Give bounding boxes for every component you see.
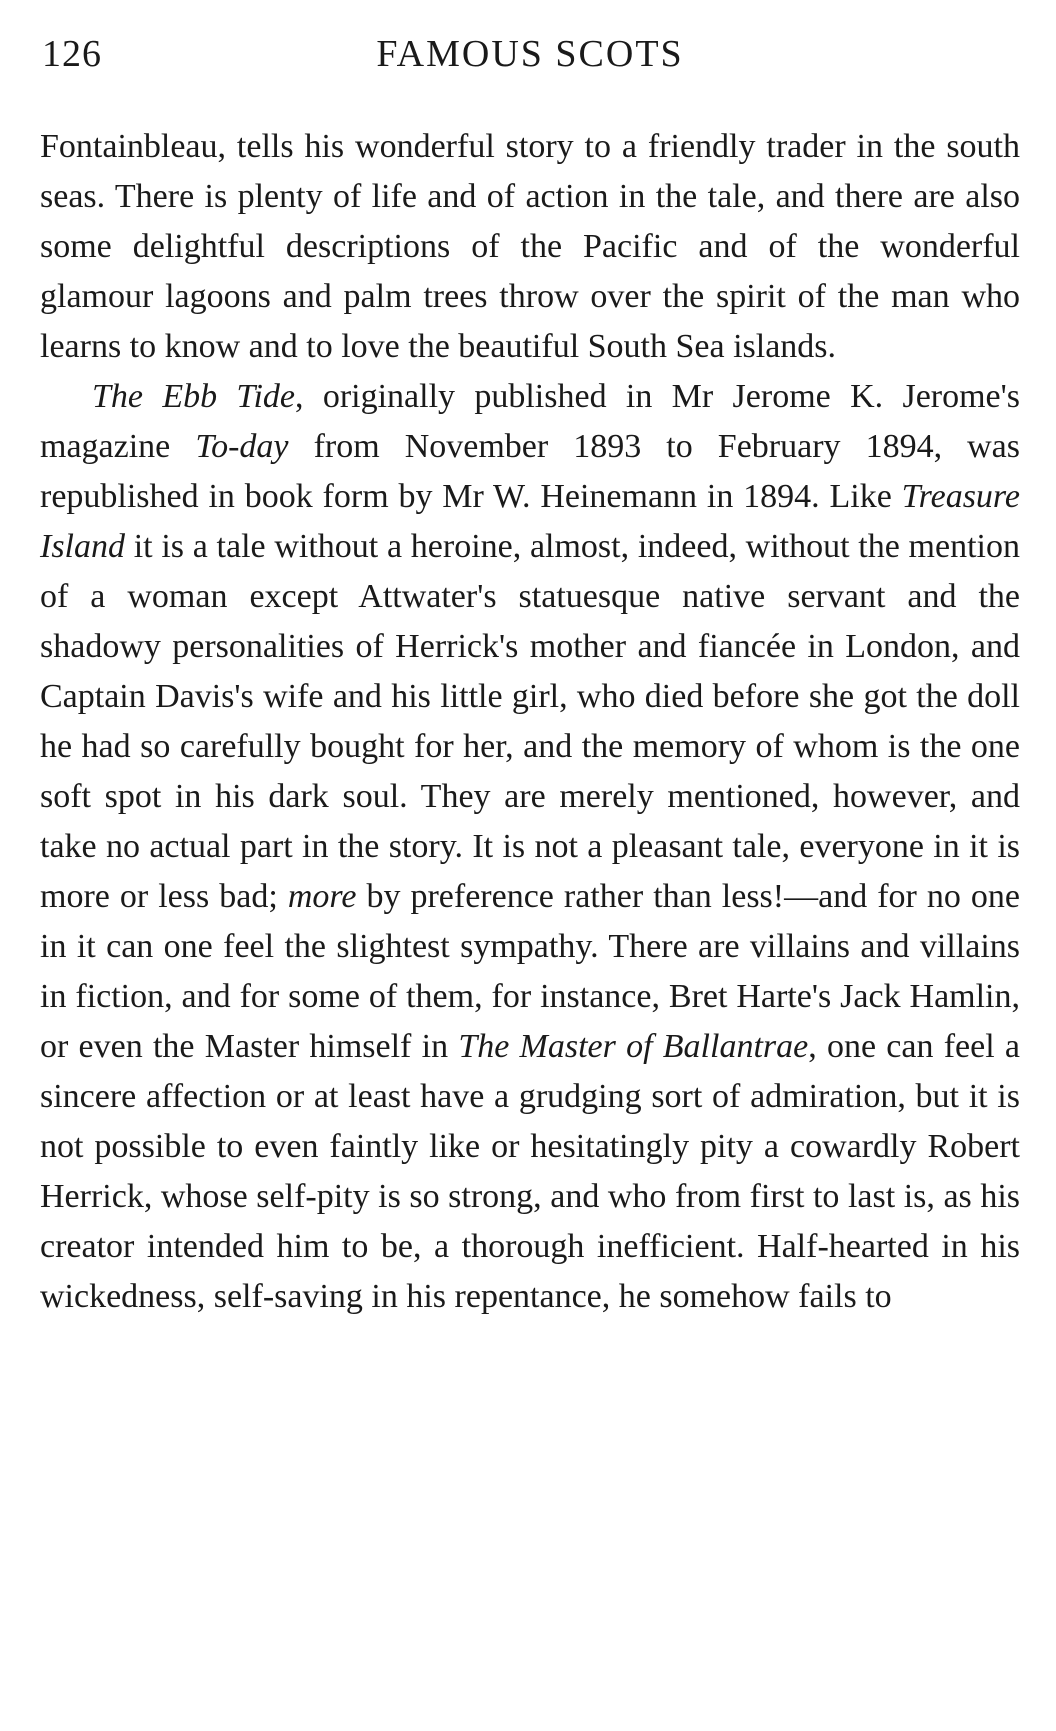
running-head	[40, 30, 1020, 78]
body-text	[40, 122, 1020, 1322]
text-segment: , originally published in Mr Jerome K. Jerome's magazine	[40, 378, 1020, 465]
magazine-title-to-day: To-day	[195, 428, 289, 465]
paragraph-2	[40, 372, 1020, 1322]
text-segment: from November 1893 to February 1894, was republished in book form by Mr W. Heinemann in 1894. Like	[40, 428, 1020, 515]
text-segment: , one can feel a sincere affection or at least have a grudging sort of admiration, but it is not possible to even faintly like or hesitatingly pity a cowardly Robert Herrick, whose self-pity is so strong, and who from first to last is, as his creator intended him to be, a thorough inefficient. Half-hearted in his wickedness, self-saving in his repentance, he somehow fails to	[40, 1028, 1020, 1315]
running-title: FAMOUS SCOTS	[376, 33, 684, 75]
emphasis-more: more	[287, 878, 357, 915]
text-segment: it is a tale without a heroine, almost, indeed, without the mention of a woman except Attwater's statuesque native servant and the shadowy personalities of Herrick's mother and fiancée in London, and Captain Davis's wife and his little girl, who died before she got the doll he had so carefully bought for her, and the memory of whom is the one soft spot in his dark soul. They are merely mentioned, however, and take no actual part in the story. It is not a pleasant tale, everyone in it is more or less bad;	[40, 528, 1020, 915]
book-page	[40, 30, 1020, 1322]
book-title-master-of-ballantrae: The Master of Ballantrae	[458, 1028, 809, 1065]
text-segment: by preference rather than less!—and for no one in it can one feel the slightest sympathy. There are villains and villains in fiction, and for some of them, for instance, Bret Harte's Jack Hamlin, or even the Master himself in	[40, 878, 1020, 1065]
book-title-treasure-island: Treasure Island	[40, 478, 1020, 565]
paragraph-1	[40, 122, 1020, 372]
page-number: 126	[42, 33, 102, 75]
text-segment: Fontainbleau, tells his wonderful story to a friendly trader in the south seas. There is plenty of life and of action in the tale, and there are also some delightful descriptions of the Pacific and of the wonderful glamour lagoons and palm trees throw over the spirit of the man who learns to know and to love the beautiful South Sea islands.	[40, 128, 1020, 365]
book-title-ebb-tide: The Ebb Tide	[92, 378, 295, 415]
